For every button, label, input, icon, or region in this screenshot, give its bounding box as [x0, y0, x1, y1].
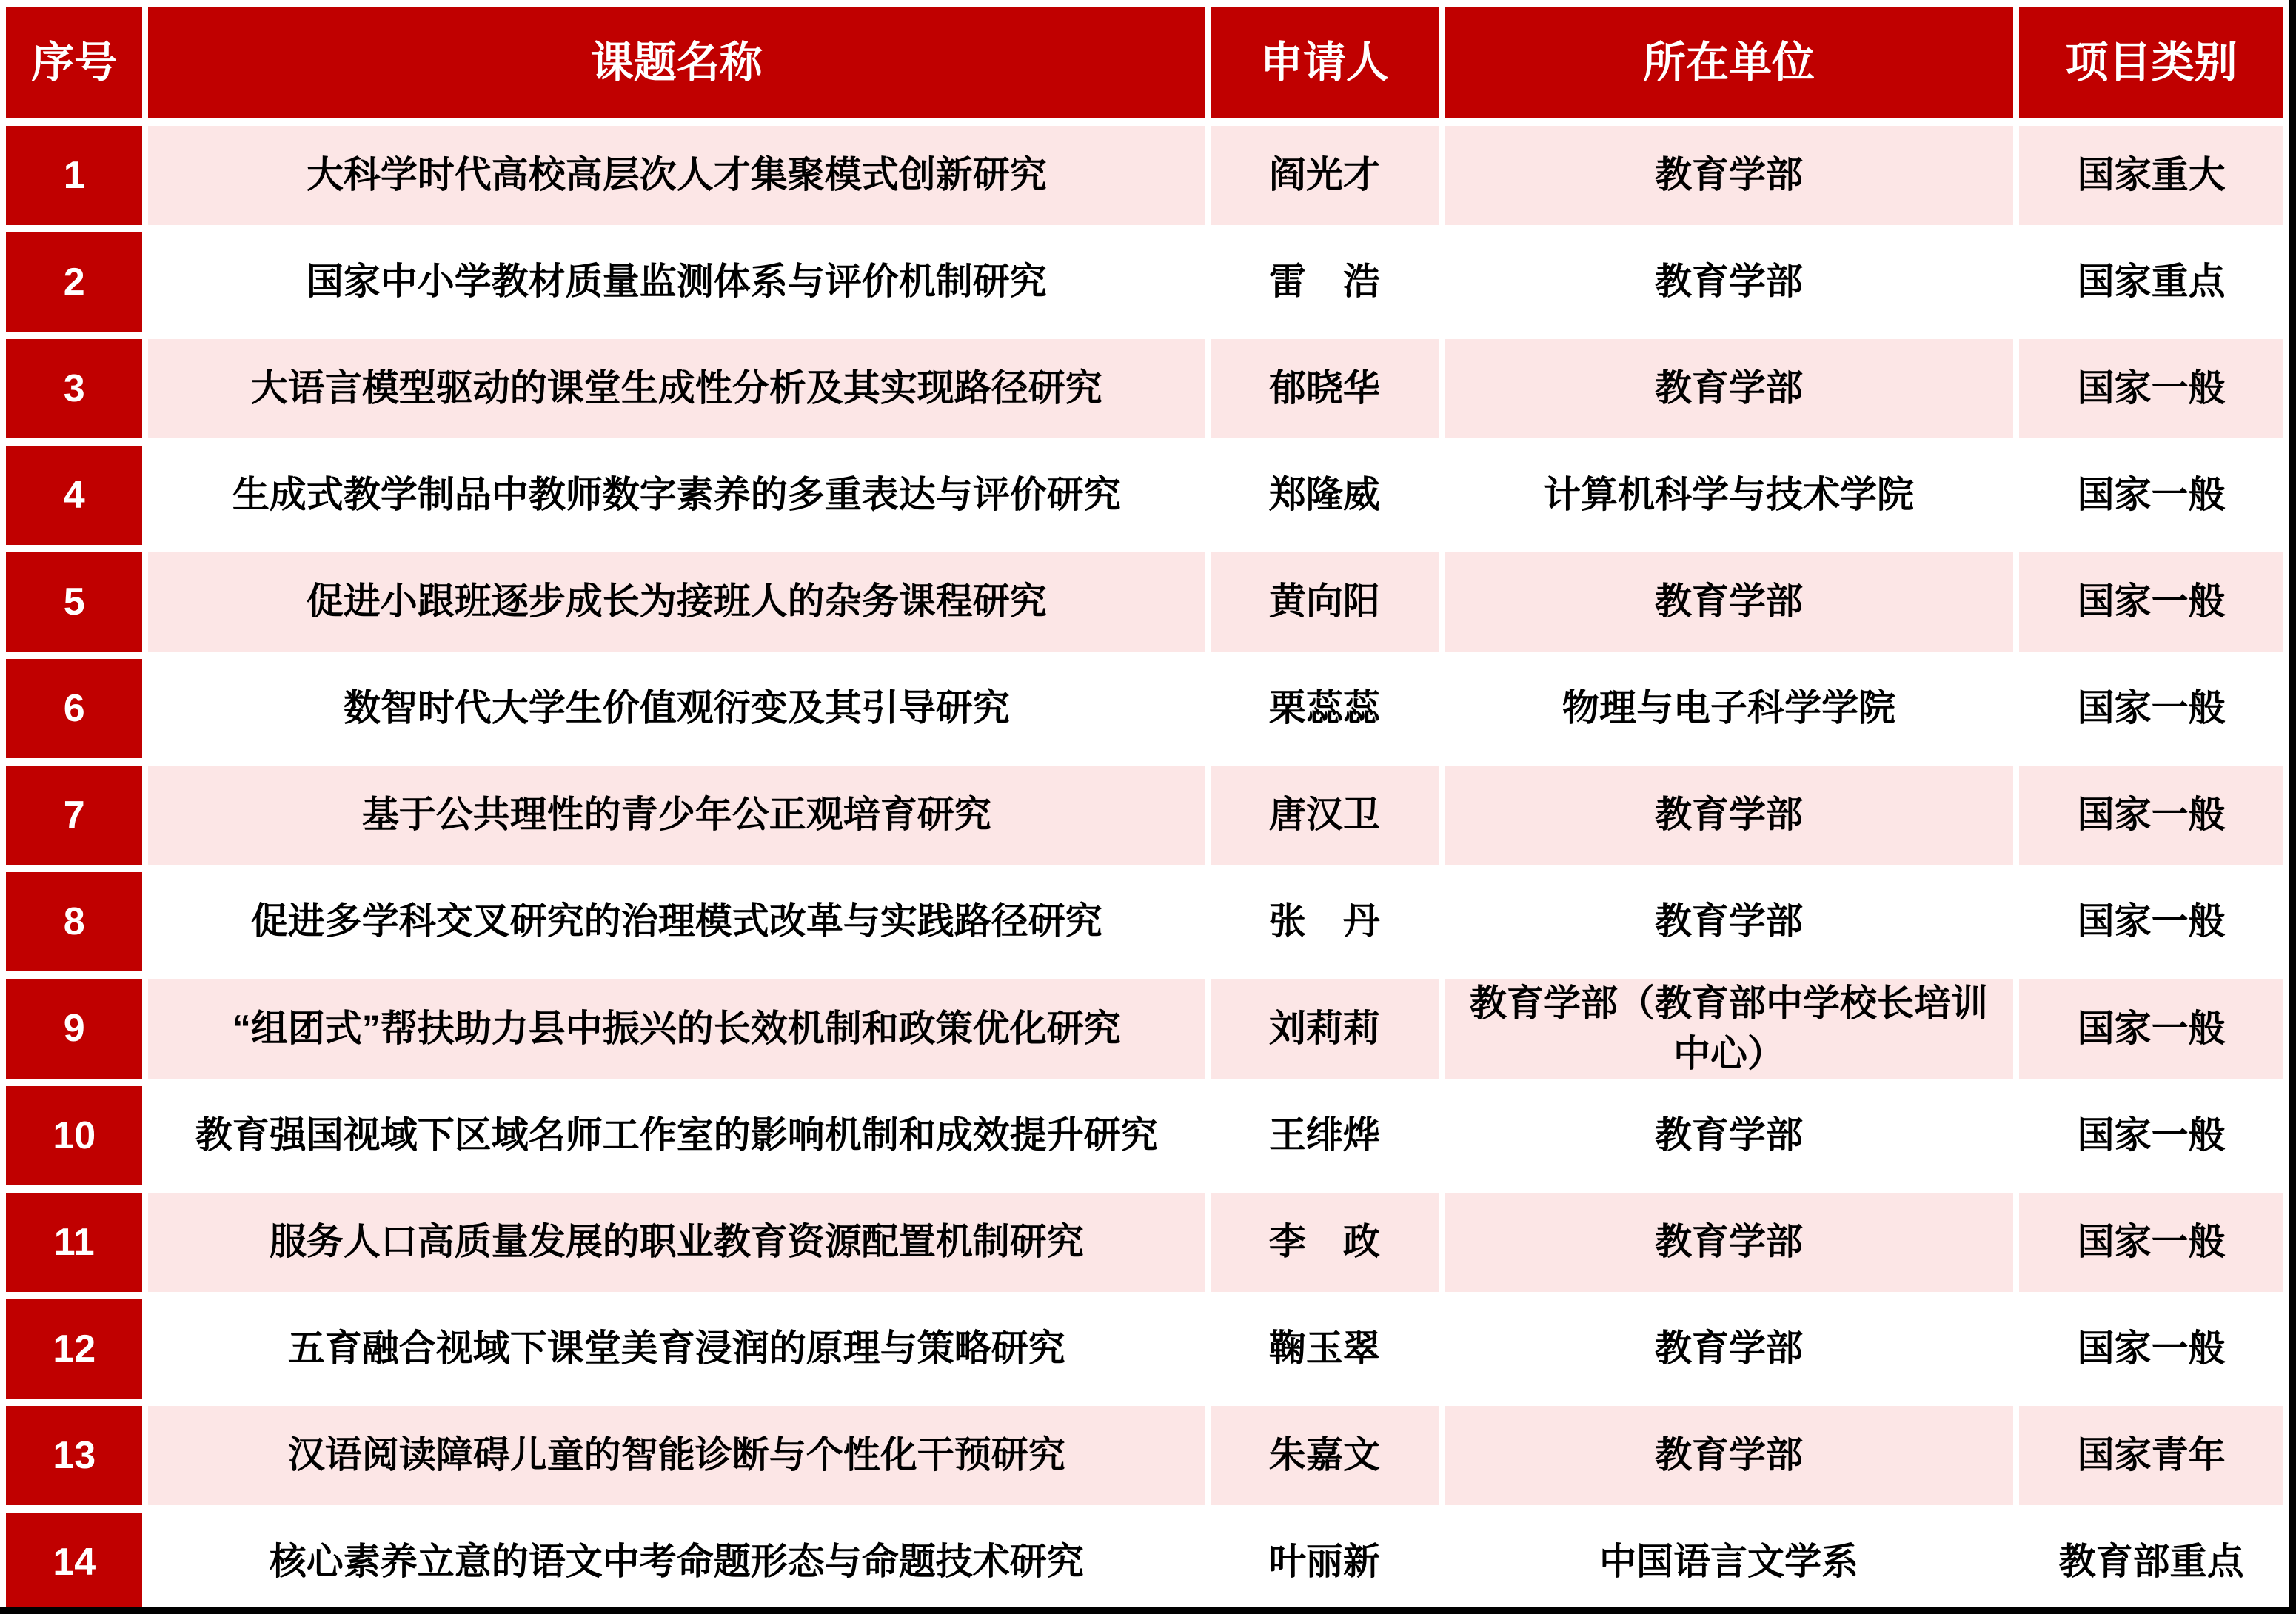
table-row — [6, 339, 2283, 438]
cell-applicant: 阎光才 — [1211, 126, 1438, 225]
cell-category: 国家一般 — [2019, 339, 2283, 438]
cell-applicant: 刘莉莉 — [1211, 979, 1438, 1079]
cell-unit: 教育学部 — [1445, 126, 2014, 225]
table-row — [6, 979, 2283, 1079]
header-title: 课题名称 — [148, 7, 1205, 118]
cell-title: 教育强国视域下区域名师工作室的影响机制和成效提升研究 — [148, 1086, 1205, 1185]
cell-category: 国家一般 — [2019, 552, 2283, 652]
cell-title: “组团式”帮扶助力县中振兴的长效机制和政策优化研究 — [148, 979, 1205, 1079]
cell-unit: 教育学部（教育部中学校长培训中心） — [1445, 979, 2014, 1079]
cell-title: 国家中小学教材质量监测体系与评价机制研究 — [148, 232, 1205, 332]
cell-index: 6 — [6, 659, 142, 758]
cell-applicant: 李 政 — [1211, 1193, 1438, 1292]
cell-title: 促进小跟班逐步成长为接班人的杂务课程研究 — [148, 552, 1205, 652]
cell-unit: 计算机科学与技术学院 — [1445, 446, 2014, 545]
cell-category: 国家一般 — [2019, 766, 2283, 865]
header-category: 项目类别 — [2019, 7, 2283, 118]
header-row — [6, 7, 2283, 118]
cell-title: 汉语阅读障碍儿童的智能诊断与个性化干预研究 — [148, 1406, 1205, 1505]
cell-category: 国家一般 — [2019, 446, 2283, 545]
table-row — [6, 766, 2283, 865]
cell-unit: 教育学部 — [1445, 1193, 2014, 1292]
cell-index: 5 — [6, 552, 142, 652]
cell-index: 3 — [6, 339, 142, 438]
cell-category: 国家一般 — [2019, 659, 2283, 758]
cell-category: 国家一般 — [2019, 872, 2283, 971]
cell-applicant: 栗蕊蕊 — [1211, 659, 1438, 758]
cell-title: 五育融合视域下课堂美育浸润的原理与策略研究 — [148, 1299, 1205, 1399]
header-applicant: 申请人 — [1211, 7, 1438, 118]
table-row — [6, 126, 2283, 225]
cell-index: 7 — [6, 766, 142, 865]
cell-unit: 教育学部 — [1445, 1406, 2014, 1505]
cell-index: 10 — [6, 1086, 142, 1185]
cell-index: 1 — [6, 126, 142, 225]
cell-category: 国家一般 — [2019, 979, 2283, 1079]
cell-applicant: 雷 浩 — [1211, 232, 1438, 332]
cell-index: 12 — [6, 1299, 142, 1399]
cell-index: 8 — [6, 872, 142, 971]
cell-title: 大科学时代高校高层次人才集聚模式创新研究 — [148, 126, 1205, 225]
cell-title: 促进多学科交叉研究的治理模式改革与实践路径研究 — [148, 872, 1205, 971]
table-row — [6, 552, 2283, 652]
cell-unit: 教育学部 — [1445, 1299, 2014, 1399]
cell-unit: 教育学部 — [1445, 232, 2014, 332]
table-row — [6, 1299, 2283, 1399]
table-row — [6, 1193, 2283, 1292]
cell-applicant: 张 丹 — [1211, 872, 1438, 971]
cell-applicant: 唐汉卫 — [1211, 766, 1438, 865]
table-row — [6, 446, 2283, 545]
cell-unit: 中国语言文学系 — [1445, 1513, 2014, 1612]
cell-unit: 教育学部 — [1445, 766, 2014, 865]
cell-index: 14 — [6, 1513, 142, 1612]
cell-applicant: 王绯烨 — [1211, 1086, 1438, 1185]
cell-unit: 教育学部 — [1445, 872, 2014, 971]
table-row — [6, 232, 2283, 332]
header-unit: 所在单位 — [1445, 7, 2014, 118]
cell-applicant: 朱嘉文 — [1211, 1406, 1438, 1505]
table-row — [6, 1086, 2283, 1185]
cell-title: 核心素养立意的语文中考命题形态与命题技术研究 — [148, 1513, 1205, 1612]
table-row — [6, 1406, 2283, 1505]
table-row — [6, 1513, 2283, 1612]
cell-title: 生成式教学制品中教师数字素养的多重表达与评价研究 — [148, 446, 1205, 545]
cell-category: 国家一般 — [2019, 1193, 2283, 1292]
cell-applicant: 叶丽新 — [1211, 1513, 1438, 1612]
cell-title: 基于公共理性的青少年公正观培育研究 — [148, 766, 1205, 865]
cell-index: 4 — [6, 446, 142, 545]
cell-applicant: 郑隆威 — [1211, 446, 1438, 545]
cell-title: 大语言模型驱动的课堂生成性分析及其实现路径研究 — [148, 339, 1205, 438]
cell-category: 国家一般 — [2019, 1299, 2283, 1399]
cell-applicant: 郁晓华 — [1211, 339, 1438, 438]
cell-category: 国家青年 — [2019, 1406, 2283, 1505]
cell-unit: 教育学部 — [1445, 339, 2014, 438]
cell-title: 数智时代大学生价值观衍变及其引导研究 — [148, 659, 1205, 758]
cell-index: 2 — [6, 232, 142, 332]
cell-applicant: 黄向阳 — [1211, 552, 1438, 652]
table-row — [6, 872, 2283, 971]
cell-category: 教育部重点 — [2019, 1513, 2283, 1612]
cell-index: 13 — [6, 1406, 142, 1505]
cell-index: 9 — [6, 979, 142, 1079]
cell-applicant: 鞠玉翠 — [1211, 1299, 1438, 1399]
cell-category: 国家一般 — [2019, 1086, 2283, 1185]
cell-index: 11 — [6, 1193, 142, 1292]
header-index: 序号 — [6, 7, 142, 118]
cell-unit: 教育学部 — [1445, 1086, 2014, 1185]
cell-unit: 教育学部 — [1445, 552, 2014, 652]
cell-category: 国家重点 — [2019, 232, 2283, 332]
cell-category: 国家重大 — [2019, 126, 2283, 225]
table-row — [6, 659, 2283, 758]
cell-unit: 物理与电子科学学院 — [1445, 659, 2014, 758]
cell-title: 服务人口高质量发展的职业教育资源配置机制研究 — [148, 1193, 1205, 1292]
